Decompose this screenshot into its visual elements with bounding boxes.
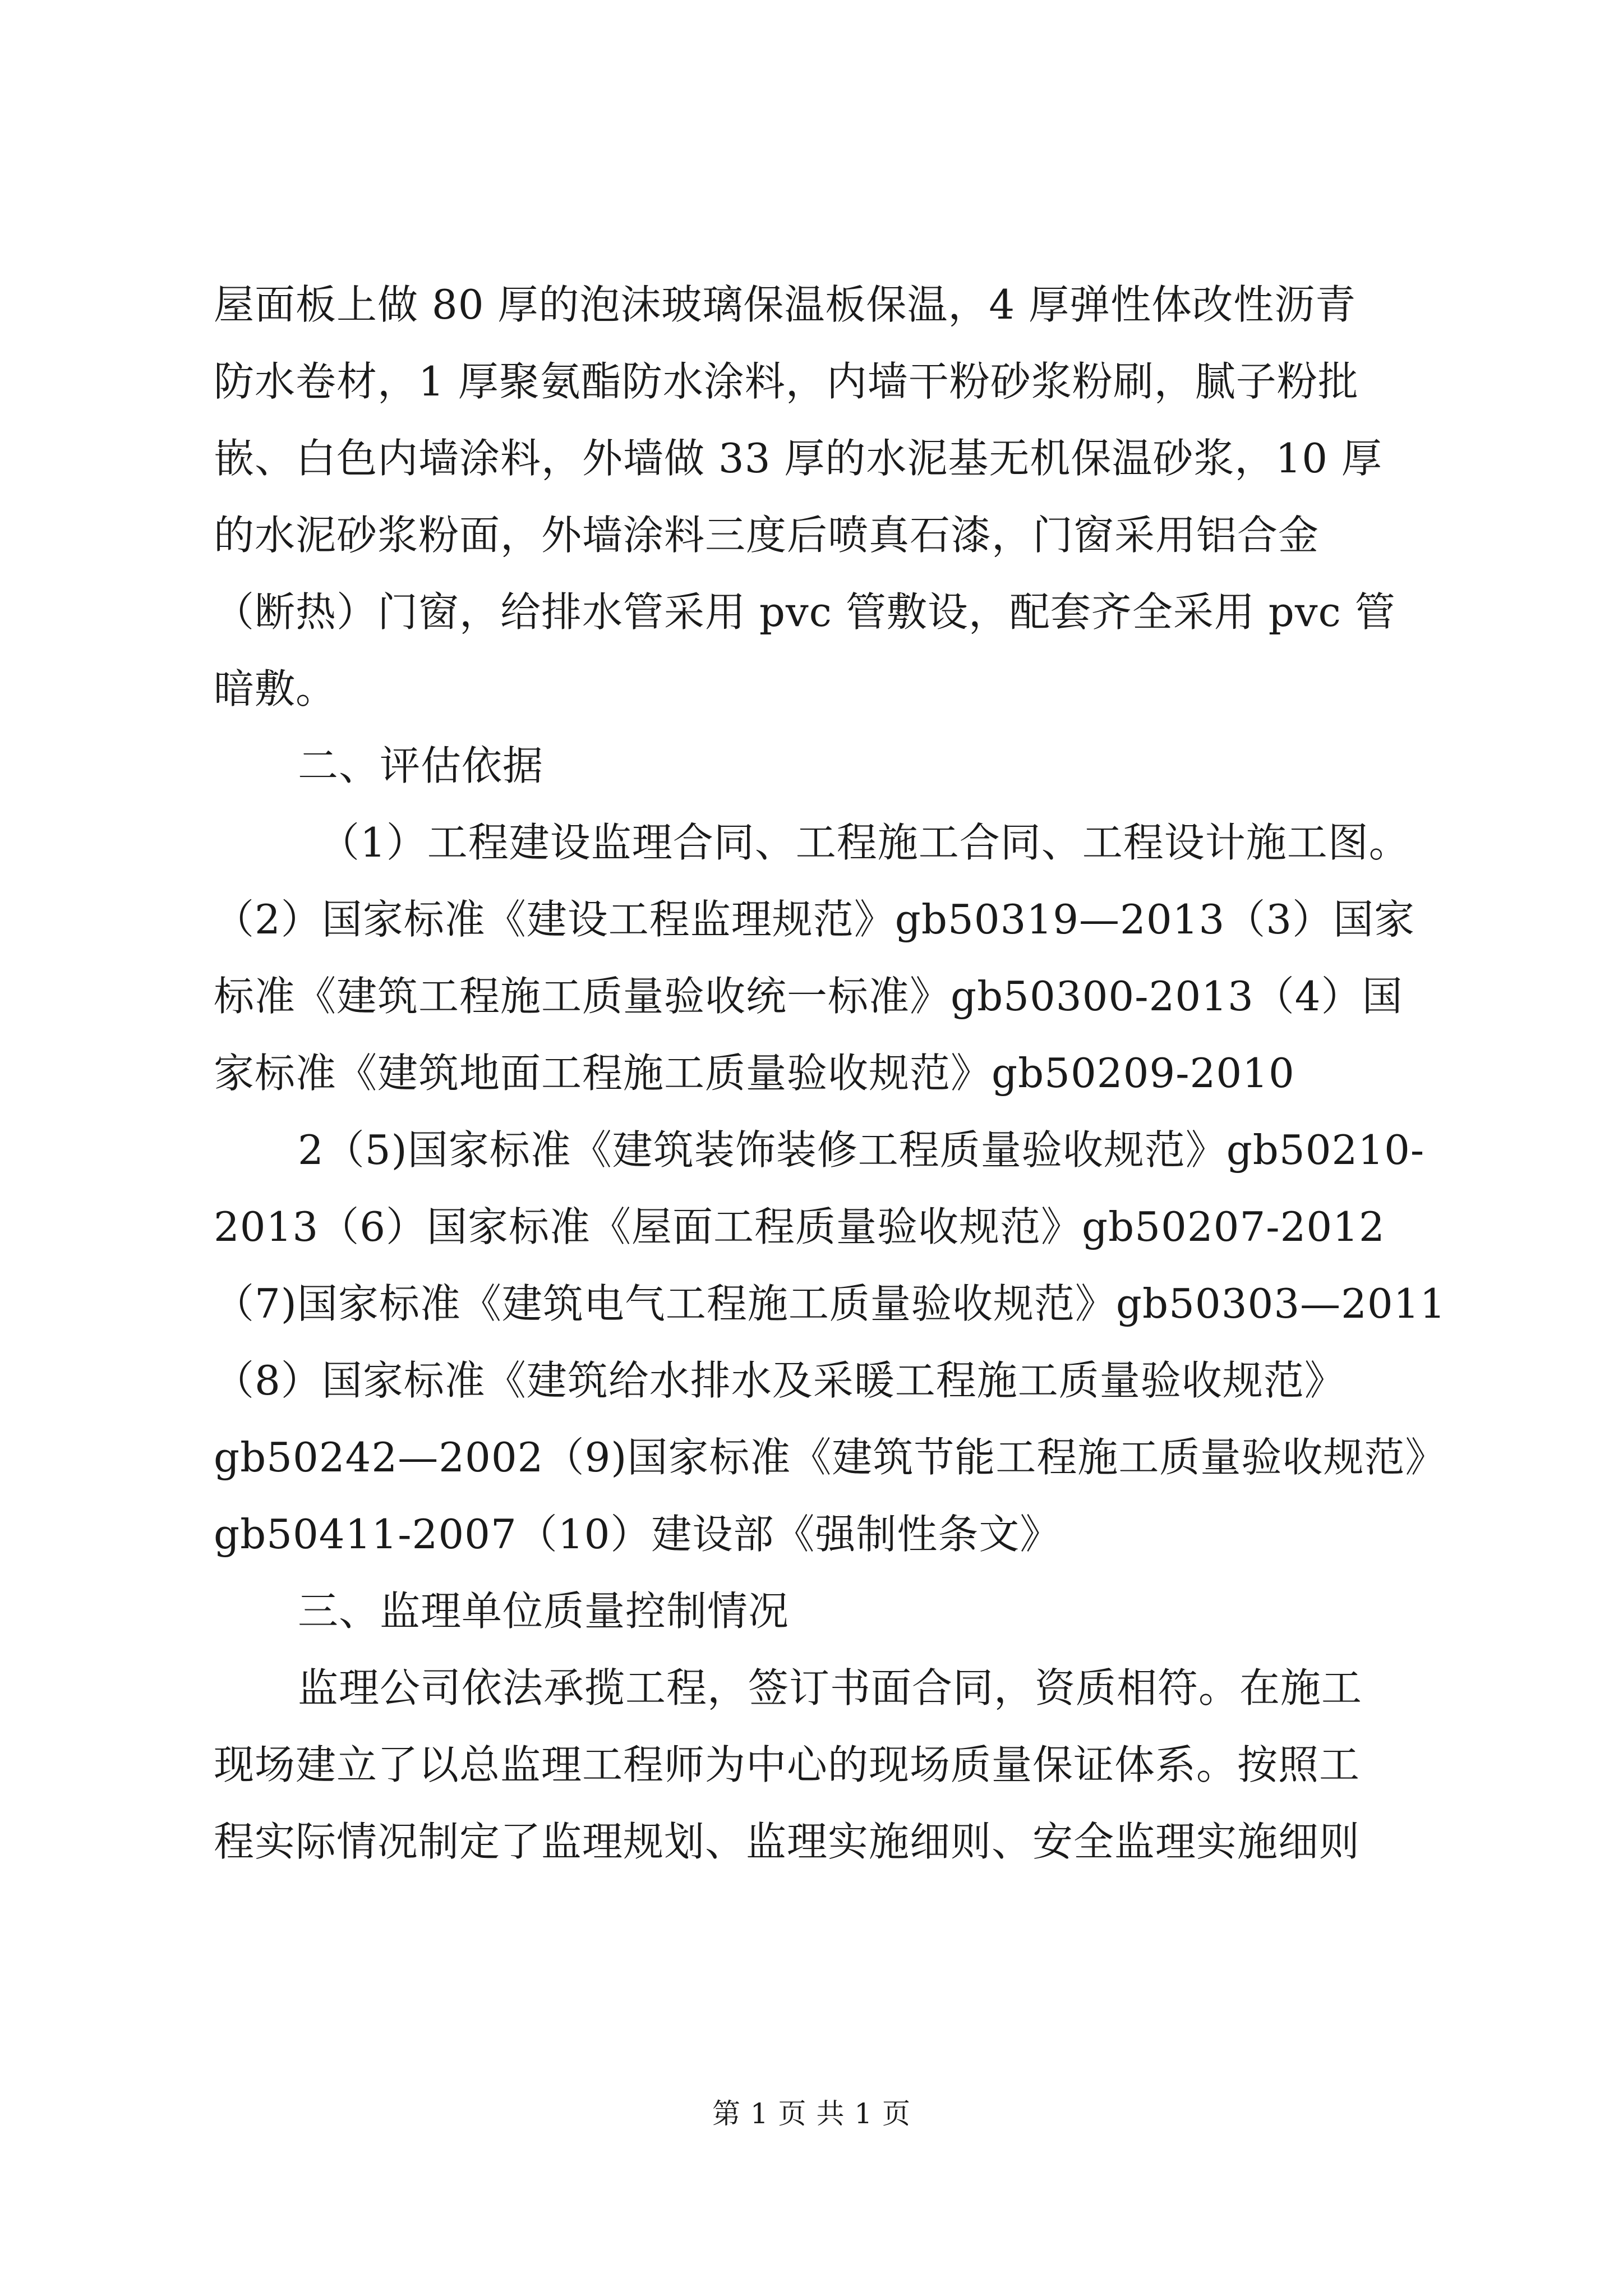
paragraph-line: 2013（6）国家标准《屋面工程质量验收规范》gb50207-2012 xyxy=(214,1203,1385,1250)
paragraph-line: 防水卷材，1 厚聚氨酯防水涂料，内墙干粉砂浆粉刷，腻子粉批 xyxy=(214,358,1359,405)
paragraph-line: gb50242—2002（9)国家标准《建筑节能工程施工质量验收规范》 xyxy=(214,1434,1446,1481)
paragraph-line: 暗敷。 xyxy=(214,665,337,712)
paragraph-line: （断热）门窗，给排水管采用 pvc 管敷设，配套齐全采用 pvc 管 xyxy=(214,588,1396,636)
paragraph-line: 现场建立了以总监理工程师为中心的现场质量保证体系。按照工 xyxy=(214,1741,1361,1788)
paragraph-line: 监理公司依法承揽工程，签订书面合同，资质相符。在施工 xyxy=(298,1664,1363,1711)
section-heading: 二、评估依据 xyxy=(298,742,544,789)
paragraph-line: （8）国家标准《建筑给水排水及采暖工程施工质量验收规范》 xyxy=(214,1357,1345,1404)
paragraph-line: 屋面板上做 80 厚的泡沫玻璃保温板保温，4 厚弹性体改性沥青 xyxy=(214,281,1357,328)
paragraph-line: （2）国家标准《建设工程监理规范》gb50319—2013（3）国家 xyxy=(214,896,1415,943)
paragraph-line: 的水泥砂浆粉面，外墙涂料三度后喷真石漆，门窗采用铝合金 xyxy=(214,512,1320,559)
paragraph-line: 程实际情况制定了监理规划、监理实施细则、安全监理实施细则 xyxy=(214,1818,1361,1865)
paragraph-line: 家标准《建筑地面工程施工质量验收规范》gb50209-2010 xyxy=(214,1050,1295,1097)
paragraph-line: （7)国家标准《建筑电气工程施工质量验收规范》gb50303—2011 xyxy=(214,1280,1446,1327)
paragraph-line: 嵌、白色内墙涂料，外墙做 33 厚的水泥基无机保温砂浆，10 厚 xyxy=(214,435,1382,482)
document-body xyxy=(214,266,1446,1880)
section-heading: 三、监理单位质量控制情况 xyxy=(298,1588,790,1635)
paragraph-line: 标准《建筑工程施工质量验收统一标准》gb50300-2013（4）国 xyxy=(214,973,1403,1020)
paragraph-line: （1）工程建设监理合同、工程施工合同、工程设计施工图。 xyxy=(319,819,1410,866)
page-footer: 第 1 页 共 1 页 xyxy=(712,2097,911,2130)
paragraph-line: 2（5)国家标准《建筑装饰装修工程质量验收规范》gb50210- xyxy=(298,1126,1425,1174)
paragraph-line: gb50411-2007（10）建设部《强制性条文》 xyxy=(214,1511,1061,1558)
